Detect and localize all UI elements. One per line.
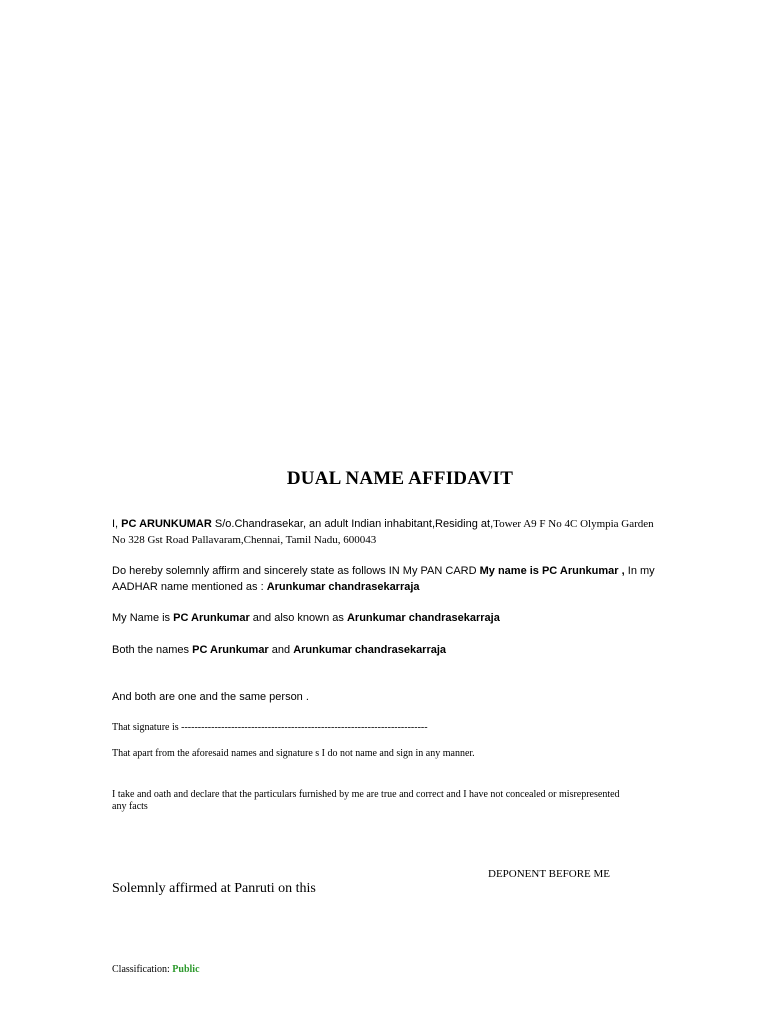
oath-line-2: any facts bbox=[112, 801, 148, 812]
also-known-name2: Arunkumar chandrasekarraja bbox=[346, 612, 500, 624]
declarant-details: S/o.Chandrasekar, an adult Indian inhabitant,Residing at, bbox=[211, 518, 494, 530]
declarant-address-part1: Tower A9 F No 4C Olympia Garden bbox=[493, 518, 654, 530]
signature-line: That signature is -------------------------------------------------------------------------- bbox=[112, 722, 428, 733]
pan-statement-tail: In my bbox=[624, 565, 655, 577]
pan-name: My name is PC Arunkumar , bbox=[479, 565, 625, 577]
declarant-prefix: I, bbox=[112, 518, 122, 530]
classification-label: Classification: bbox=[112, 964, 173, 975]
aadhar-statement: AADHAR name mentioned as : bbox=[112, 581, 267, 593]
also-known-paragraph bbox=[112, 610, 702, 626]
document-title: DUAL NAME AFFIDAVIT bbox=[286, 468, 514, 489]
both-names-paragraph bbox=[112, 642, 702, 658]
classification-value: Public bbox=[172, 964, 200, 975]
both-names-name2: Arunkumar chandrasekarraja bbox=[293, 644, 447, 656]
declarant-name: PC ARUNKUMAR bbox=[121, 518, 212, 530]
oath-statement bbox=[112, 789, 702, 813]
oath-line-1: I take and oath and declare that the particulars furnished by me are true and correct and I have not concealed or misrepresented bbox=[112, 789, 620, 800]
declarant-address-part2: No 328 Gst Road Pallavaram,Chennai, Tamil Nadu, 600043 bbox=[112, 534, 377, 546]
also-known-text1: My Name is bbox=[112, 612, 174, 624]
pan-aadhar-paragraph bbox=[112, 563, 702, 595]
both-names-text1: Both the names bbox=[112, 644, 193, 656]
deponent-label: DEPONENT BEFORE ME bbox=[488, 868, 611, 880]
also-known-text2: and also known as bbox=[249, 612, 347, 624]
same-person-paragraph: And both are one and the same person . bbox=[112, 691, 309, 703]
aadhar-name: Arunkumar chandrasekarraja bbox=[266, 581, 420, 593]
classification-footer bbox=[112, 964, 200, 975]
pan-statement: Do hereby solemnly affirm and sincerely state as follows IN My PAN CARD bbox=[112, 565, 480, 577]
apart-statement: That apart from the aforesaid names and signature s I do not name and sign in any manner. bbox=[112, 748, 475, 759]
declarant-paragraph bbox=[112, 516, 702, 548]
both-names-name1: PC Arunkumar bbox=[192, 644, 269, 656]
both-names-text2: and bbox=[268, 644, 294, 656]
solemnly-affirmed-text: Solemnly affirmed at Panruti on this bbox=[112, 881, 316, 896]
also-known-name1: PC Arunkumar bbox=[173, 612, 250, 624]
